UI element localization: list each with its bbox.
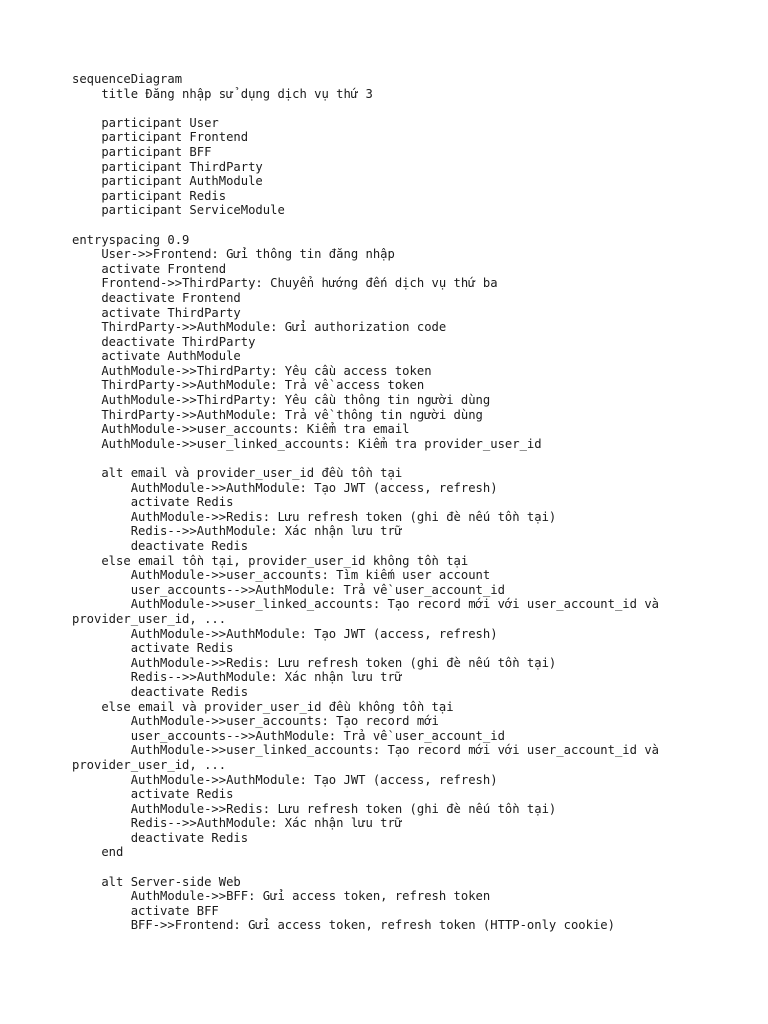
code-line: end	[72, 845, 124, 860]
code-line: deactivate Redis	[72, 830, 249, 845]
code-line: participant AuthModule	[72, 174, 263, 189]
code-line: Redis-->>AuthModule: Xác nhận lưu trữ	[72, 670, 403, 685]
code-line: AuthModule->>user_accounts: Tạo record mới	[72, 714, 439, 729]
code-line: else email và provider_user_id đều không tồn tại	[72, 699, 454, 714]
code-line: activate AuthModule	[72, 349, 241, 364]
code-line: AuthModule->>user_linked_accounts: Kiểm tra provider_user_id	[72, 436, 542, 451]
code-line: AuthModule->>user_linked_accounts: Tạo record mới với user_account_id và	[72, 597, 659, 612]
code-line: ThirdParty->>AuthModule: Trả về access token	[72, 378, 425, 393]
code-line: ThirdParty->>AuthModule: Gửi authorization code	[72, 320, 447, 335]
code-line: activate Redis	[72, 495, 234, 510]
code-line: activate Redis	[72, 641, 234, 656]
code-line: Frontend->>ThirdParty: Chuyển hướng đến dịch vụ thứ ba	[72, 276, 498, 291]
code-line: User->>Frontend: Gửi thông tin đăng nhập	[72, 247, 395, 262]
code-line: participant User	[72, 115, 219, 130]
code-line: participant ThirdParty	[72, 159, 263, 174]
code-line: activate Redis	[72, 787, 234, 802]
code-line: alt email và provider_user_id đều tồn tại	[72, 466, 403, 481]
code-line: sequenceDiagram	[72, 72, 183, 86]
code-line: participant BFF	[72, 144, 212, 159]
code-line: AuthModule->>ThirdParty: Yêu cầu access token	[72, 363, 432, 378]
code-line: deactivate ThirdParty	[72, 334, 256, 349]
code-line: else email tồn tại, provider_user_id không tồn tại	[72, 553, 469, 568]
code-line: title Đăng nhập sử dụng dịch vụ thứ 3	[72, 86, 373, 101]
blank-line	[72, 451, 752, 466]
code-line: activate BFF	[72, 903, 219, 918]
code-line: user_accounts-->>AuthModule: Trả về user_account_id	[72, 582, 505, 597]
code-line: AuthModule->>Redis: Lưu refresh token (ghi đè nếu tồn tại)	[72, 509, 557, 524]
code-line: AuthModule->>user_linked_accounts: Tạo record mới với user_account_id và	[72, 743, 659, 758]
code-line: AuthModule->>user_accounts: Kiểm tra email	[72, 422, 410, 437]
code-line: Redis-->>AuthModule: Xác nhận lưu trữ	[72, 524, 403, 539]
code-line: participant ServiceModule	[72, 203, 285, 218]
code-line: deactivate Frontend	[72, 290, 241, 305]
code-line: AuthModule->>ThirdParty: Yêu cầu thông tin người dùng	[72, 393, 491, 408]
code-line: AuthModule->>Redis: Lưu refresh token (ghi đè nếu tồn tại)	[72, 655, 557, 670]
code-line: BFF->>Frontend: Gửi access token, refresh token (HTTP-only cookie)	[72, 918, 615, 933]
code-line: participant Redis	[72, 188, 227, 203]
code-line: AuthModule->>AuthModule: Tạo JWT (access, refresh)	[72, 772, 498, 787]
code-text-block	[72, 72, 752, 933]
blank-line	[72, 101, 752, 116]
code-line: ThirdParty->>AuthModule: Trả về thông tin người dùng	[72, 407, 483, 422]
code-line: activate Frontend	[72, 261, 227, 276]
blank-line	[72, 218, 752, 233]
code-line: activate ThirdParty	[72, 305, 241, 320]
code-line: deactivate Redis	[72, 684, 249, 699]
code-line: AuthModule->>user_accounts: Tìm kiếm user account	[72, 568, 491, 583]
code-line: AuthModule->>BFF: Gửi access token, refresh token	[72, 889, 491, 904]
code-line: alt Server-side Web	[72, 874, 241, 889]
code-line: AuthModule->>Redis: Lưu refresh token (ghi đè nếu tồn tại)	[72, 801, 557, 816]
code-line: provider_user_id, ...	[72, 611, 227, 626]
code-line: AuthModule->>AuthModule: Tạo JWT (access, refresh)	[72, 480, 498, 495]
code-line: user_accounts-->>AuthModule: Trả về user_account_id	[72, 728, 505, 743]
code-line: participant Frontend	[72, 130, 249, 145]
code-line: Redis-->>AuthModule: Xác nhận lưu trữ	[72, 816, 403, 831]
code-line: provider_user_id, ...	[72, 757, 227, 772]
code-line: AuthModule->>AuthModule: Tạo JWT (access, refresh)	[72, 626, 498, 641]
blank-line	[72, 860, 752, 875]
code-line: deactivate Redis	[72, 539, 249, 553]
code-line: entryspacing 0.9	[72, 232, 190, 247]
